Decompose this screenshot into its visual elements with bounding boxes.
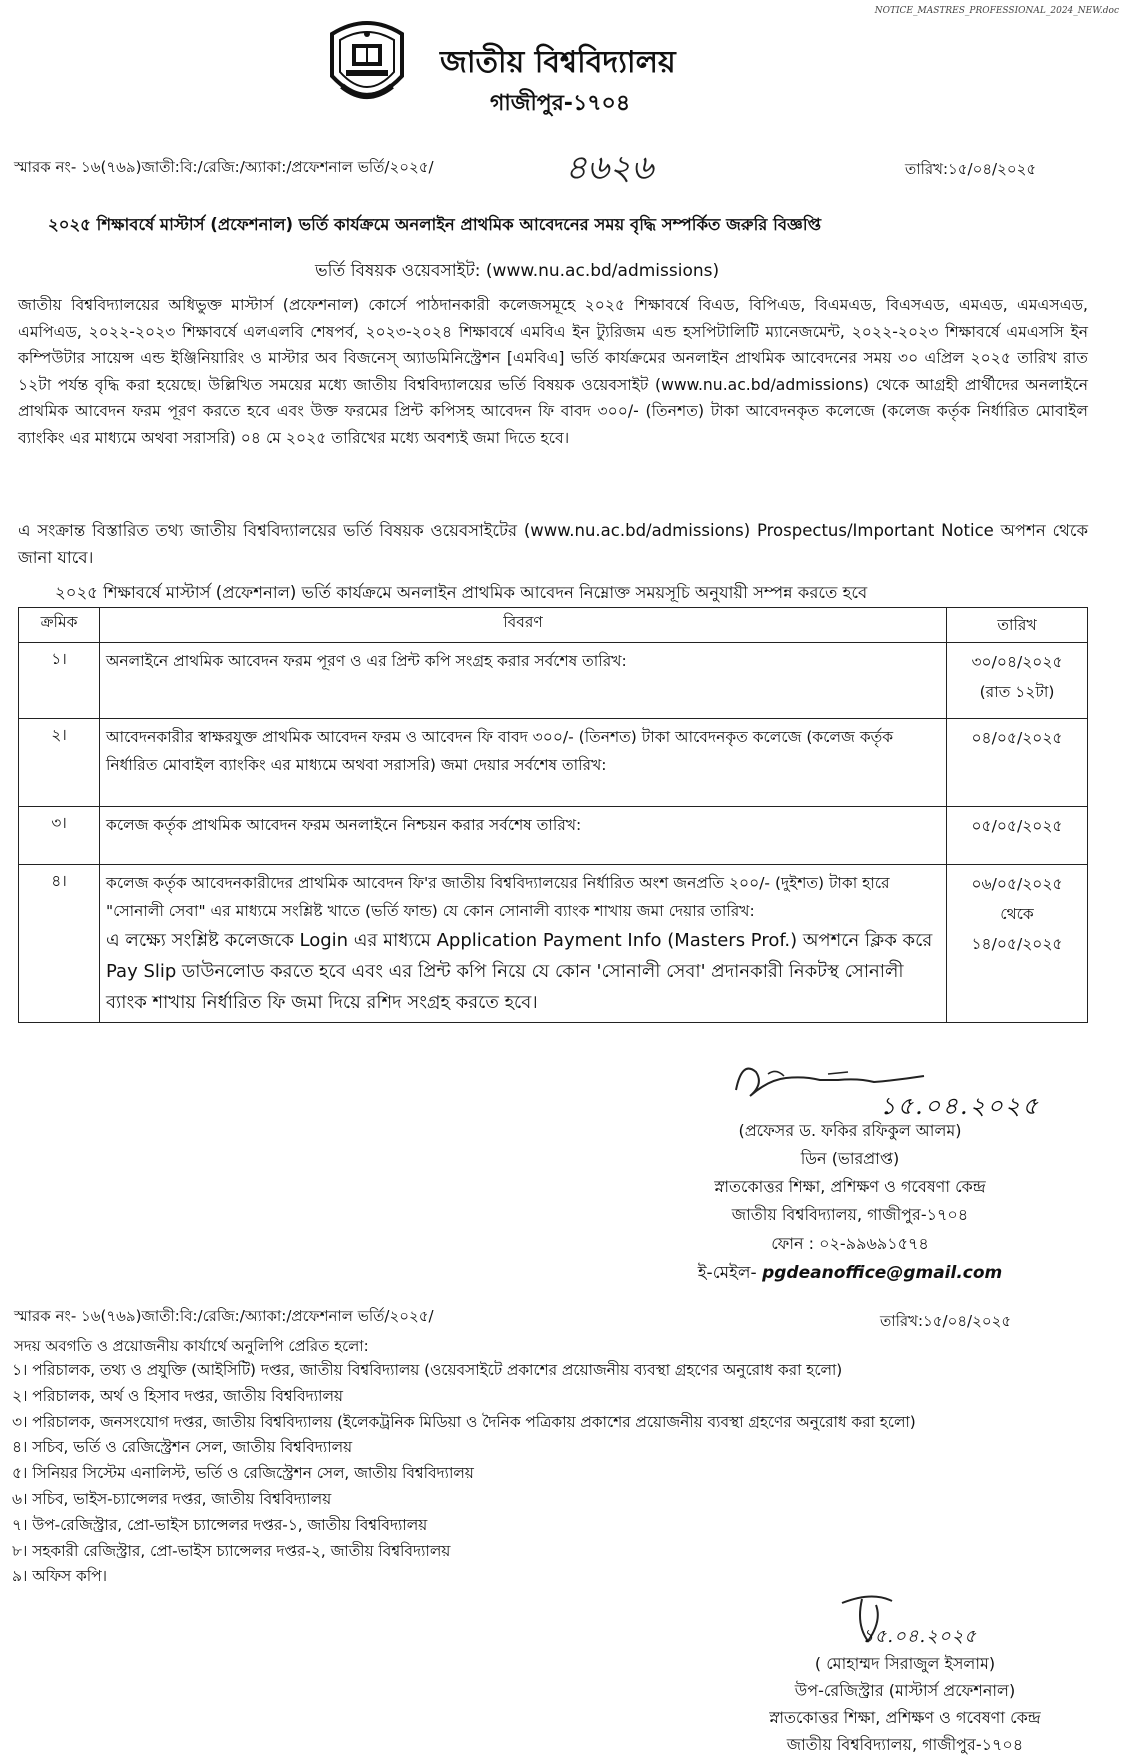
header-serial: ক্রমিক	[19, 608, 100, 643]
row-description-text: কলেজ কর্তৃক আবেদনকারীদের প্রাথমিক আবেদন ফি'র জাতীয় বিশ্ববিদ্যালয়ের নির্ধারিত অংশ জনপ্রতি ২০০/- (দুইশত) টাকা হারে "সোনালী সেবা" এর মাধ্যমে সংশ্লিষ্ট খাতে (ভর্তি ফান্ড) যে কোন সোনালী ব্যাংক শাখায় জমা দেয়ার তারিখ:	[106, 874, 890, 920]
signatory-1-email-line	[640, 1260, 1060, 1288]
schedule-title: ২০২৫ শিক্ষাবর্ষে মাস্টার্স (প্রফেশনাল) ভর্তি কার্যক্রমে অনলাইন প্রাথমিক আবেদন নিম্নোক্ত সময়সূচি অনুযায়ী সম্পন্ন করতে হবে	[55, 583, 868, 602]
row-date	[947, 719, 1088, 807]
row-date-line: ০৪/০৫/২০২৫	[971, 729, 1063, 747]
signature-2-date: ১৫.০৪.২০২৫	[862, 1626, 977, 1647]
copy-list	[12, 1358, 916, 1590]
row-date-line: থেকে	[1000, 905, 1034, 923]
list-item: ৮। সহকারী রেজিস্ট্রার, প্রো-ভাইস চ্যান্সেলর দপ্তর-২, জাতীয় বিশ্ববিদ্যালয়	[12, 1541, 451, 1560]
list-item: ৫। সিনিয়র সিস্টেম এনালিস্ট, ভর্তি ও রেজিস্ট্রেশন সেল, জাতীয় বিশ্ববিদ্যালয়	[12, 1464, 474, 1483]
memo-2-reference: স্মারক নং- ১৬(৭৬৯)জাতী:বি:/রেজি:/অ্যাকা:/প্রফেশনাল ভর্তি/২০২৫/	[14, 1307, 434, 1325]
row-date-line: ৩০/০৪/২০২৫	[971, 653, 1063, 671]
header-date: তারিখ	[947, 608, 1088, 643]
signatory-1-address: জাতীয় বিশ্ববিদ্যালয়, গাজীপুর-১৭০৪	[731, 1205, 969, 1224]
list-item: ৪। সচিব, ভর্তি ও রেজিস্ট্রেশন সেল, জাতীয় বিশ্ববিদ্যালয়	[12, 1438, 353, 1457]
row-date-line: ০৫/০৫/২০২৫	[971, 817, 1063, 835]
header-description: বিবরণ	[100, 608, 947, 643]
list-item: ৯। অফিস কপি।	[12, 1567, 107, 1586]
signatory-1-designation: ডিন (ভারপ্রাপ্ত)	[800, 1149, 900, 1168]
schedule-header-row	[19, 608, 1088, 643]
schedule-row	[19, 865, 1088, 1023]
list-item: ১। পরিচালক, তথ্য ও প্রযুক্তি (আইসিটি) দপ্তর, জাতীয় বিশ্ববিদ্যালয় (ওয়েবসাইটে প্রকাশের প্রয়োজনীয় ব্যবস্থা গ্রহণের অনুরোধ করা হলো)	[12, 1361, 843, 1379]
row-serial: ৩।	[19, 807, 100, 865]
signatory-1-office: স্নাতকোত্তর শিক্ষা, প্রশিক্ষণ ও গবেষণা কেন্দ্র	[714, 1177, 986, 1196]
university-name: জাতীয় বিশ্ববিদ্যালয়	[440, 45, 676, 80]
university-place: গাজীপুর-১৭০৪	[490, 91, 631, 116]
row-date	[947, 807, 1088, 865]
row-date	[947, 865, 1088, 1023]
list-item: ২। পরিচালক, অর্থ ও হিসাব দপ্তর, জাতীয় বিশ্ববিদ্যালয়	[12, 1386, 343, 1405]
email-label: ই-মেইল-	[697, 1263, 757, 1283]
row-serial: ৪।	[19, 865, 100, 1023]
memo-reference: স্মারক নং- ১৬(৭৬৯)জাতী:বি:/রেজি:/অ্যাকা:/প্রফেশনাল ভর্তি/২০২৫/	[14, 158, 434, 176]
email-link[interactable]: pgdeanoffice@gmail.com	[762, 1263, 1003, 1283]
row-description: আবেদনকারীর স্বাক্ষরযুক্ত প্রাথমিক আবেদন ফরম ও আবেদন ফি বাবদ ৩০০/- (তিনশত) টাকা আবেদনকৃত কলেজে (কলেজ কর্তৃক নির্ধারিত মোবাইল ব্যাংকিং এর মাধ্যমে অথবা সরাসরি) জমা দেয়ার সর্বশেষ তারিখ:	[100, 719, 947, 807]
signatory-1-name: (প্রফেসর ড. ফকির রফিকুল আলম)	[738, 1121, 962, 1140]
schedule-row	[19, 807, 1088, 865]
row-date	[947, 643, 1088, 719]
admission-website: ভর্তি বিষয়ক ওয়েবসাইট: (www.nu.ac.bd/admissions)	[315, 261, 720, 281]
notice-paragraph-1: জাতীয় বিশ্ববিদ্যালয়ের অধিভুক্ত মাস্টার্স (প্রফেশনাল) কোর্সে পাঠদানকারী কলেজসমূহে ২০২৫ শিক্ষাবর্ষে বিএড, বিপিএড, বিএমএড, বিএসএড, এমএড, এমএসএড, এমপিএড, ২০২২-২০২৩ শিক্ষাবর্ষে এলএলবি শেষপর্ব, ২০২৩-২০২৪ শিক্ষাবর্ষে এমবিএ ইন ট্যুরিজম এন্ড হসপিটালিটি ম্যানেজমেন্ট, ২০২২-২০২৩ শিক্ষাবর্ষে এমএসসি ইন কম্পিউটার সায়েন্স এন্ড ইঞ্জিনিয়ারিং ও মাস্টার অব বিজনেস্ অ্যাডমিনিস্ট্রেশন [এমবিএ] ভর্তি কার্যক্রমের অনলাইন প্রাথমিক আবেদনের সময় ৩০ এপ্রিল ২০২৫ তারিখ রাত ১২টা পর্যন্ত বৃদ্ধি করা হয়েছে। উল্লিখিত সময়ের মধ্যে জাতীয় বিশ্ববিদ্যালয়ের ভর্তি বিষয়ক ওয়েবসাইট (www.nu.ac.bd/admissions) থেকে আগ্রহী প্রার্থীদের অনলাইনে প্রাথমিক আবেদন ফরম পূরণ করতে হবে এবং উক্ত ফরমের প্রিন্ট কপিসহ আবেদন ফি বাবদ ৩০০/- (তিনশত) টাকা আবেদনকৃত কলেজে (কলেজ কর্তৃক নির্ধারিত মোবাইল ব্যাংকিং এর মাধ্যমে অথবা সরাসরি) ০৪ মে ২০২৫ তারিখের মধ্যে অবশ্যই জমা দিতে হবে।	[18, 296, 1088, 447]
list-item: ৬। সচিব, ভাইস-চ্যান্সেলর দপ্তর, জাতীয় বিশ্ববিদ্যালয়	[12, 1489, 332, 1508]
memo-date: তারিখ:১৫/০৪/২০২৫	[905, 160, 1037, 178]
row-description: অনলাইনে প্রাথমিক আবেদন ফরম পূরণ ও এর প্রিন্ট কপি সংগ্রহ করার সর্বশেষ তারিখ:	[100, 643, 947, 719]
schedule-row	[19, 643, 1088, 719]
signature-1-date: ১৫.০৪.২০২৫	[880, 1092, 1040, 1120]
notice-paragraph-2: এ সংক্রান্ত বিস্তারিত তথ্য জাতীয় বিশ্ববিদ্যালয়ের ভর্তি বিষয়ক ওয়েবসাইটের (www.nu.ac.bd/admissions) Prospectus/Important Notice অপশন থেকে জানা যাবে।	[18, 521, 1088, 567]
signatory-2-office: স্নাতকোত্তর শিক্ষা, প্রশিক্ষণ ও গবেষণা কেন্দ্র	[769, 1708, 1041, 1727]
row-description: কলেজ কর্তৃক প্রাথমিক আবেদন ফরম অনলাইনে নিশ্চয়ন করার সর্বশেষ তারিখ:	[100, 807, 947, 865]
university-logo-icon	[322, 14, 412, 114]
memo-2-date: তারিখ:১৫/০৪/২০২৫	[880, 1312, 1012, 1330]
signatory-2-designation: উপ-রেজিস্ট্রার (মাস্টার্স প্রফেশনাল)	[794, 1681, 1016, 1700]
row-serial: ১।	[19, 643, 100, 719]
signatory-2-name: ( মোহাম্মদ সিরাজুল ইসলাম)	[814, 1654, 996, 1673]
signatory-1-phone: ফোন : ০২-৯৯৬৯১৫৭৪	[771, 1234, 929, 1253]
row-date-line: (রাত ১২টা)	[979, 683, 1055, 701]
row-date-line: ০৬/০৫/২০২৫	[971, 875, 1063, 893]
list-item: ৩। পরিচালক, জনসংযোগ দপ্তর, জাতীয় বিশ্ববিদ্যালয় (ইলেকট্রনিক মিডিয়া ও দৈনিক পত্রিকায় প্রকাশের প্রয়োজনীয় ব্যবস্থা গ্রহণের অনুরোধ করা হলো)	[12, 1412, 916, 1431]
schedule-table	[18, 607, 1088, 1023]
notice-headline: ২০২৫ শিক্ষাবর্ষে মাস্টার্স (প্রফেশনাল) ভর্তি কার্যক্রমে অনলাইন প্রাথমিক আবেদনের সময় বৃদ্ধি সম্পর্কিত জরুরি বিজ্ঞপ্তি	[48, 215, 822, 234]
row-description-extra: এ লক্ষ্যে সংশ্লিষ্ট কলেজকে Login এর মাধ্যমে Application Payment Info (Masters Prof.) অপশনে ক্লিক করে Pay Slip ডাউনলোড করতে হবে এবং এর প্রিন্ট কপি নিয়ে যে কোন 'সোনালী সেবা' প্রদানকারী নিকটস্থ সোনালী ব্যাংক শাখায় নির্ধারিত ফি জমা দিয়ে রশিদ সংগ্রহ করতে হবে।	[106, 930, 933, 1013]
signatory-2-address: জাতীয় বিশ্ববিদ্যালয়, গাজীপুর-১৭০৪	[786, 1735, 1024, 1754]
handwritten-memo-number: ৪৬২৬	[565, 148, 654, 188]
list-item: ৭। উপ-রেজিস্ট্রার, প্রো-ভাইস চ্যান্সেলর দপ্তর-১, জাতীয় বিশ্ববিদ্যালয়	[12, 1515, 428, 1534]
file-name: NOTICE_MASTRES_PROFESSIONAL_2024_NEW.doc	[874, 6, 1119, 16]
row-date-line: ১৪/০৫/২০২৫	[971, 935, 1063, 953]
copy-intro: সদয় অবগতি ও প্রয়োজনীয় কার্যার্থে অনুলিপি প্রেরিত হলো:	[14, 1337, 369, 1355]
schedule-row	[19, 719, 1088, 807]
row-description	[100, 865, 947, 1023]
row-serial: ২।	[19, 719, 100, 807]
